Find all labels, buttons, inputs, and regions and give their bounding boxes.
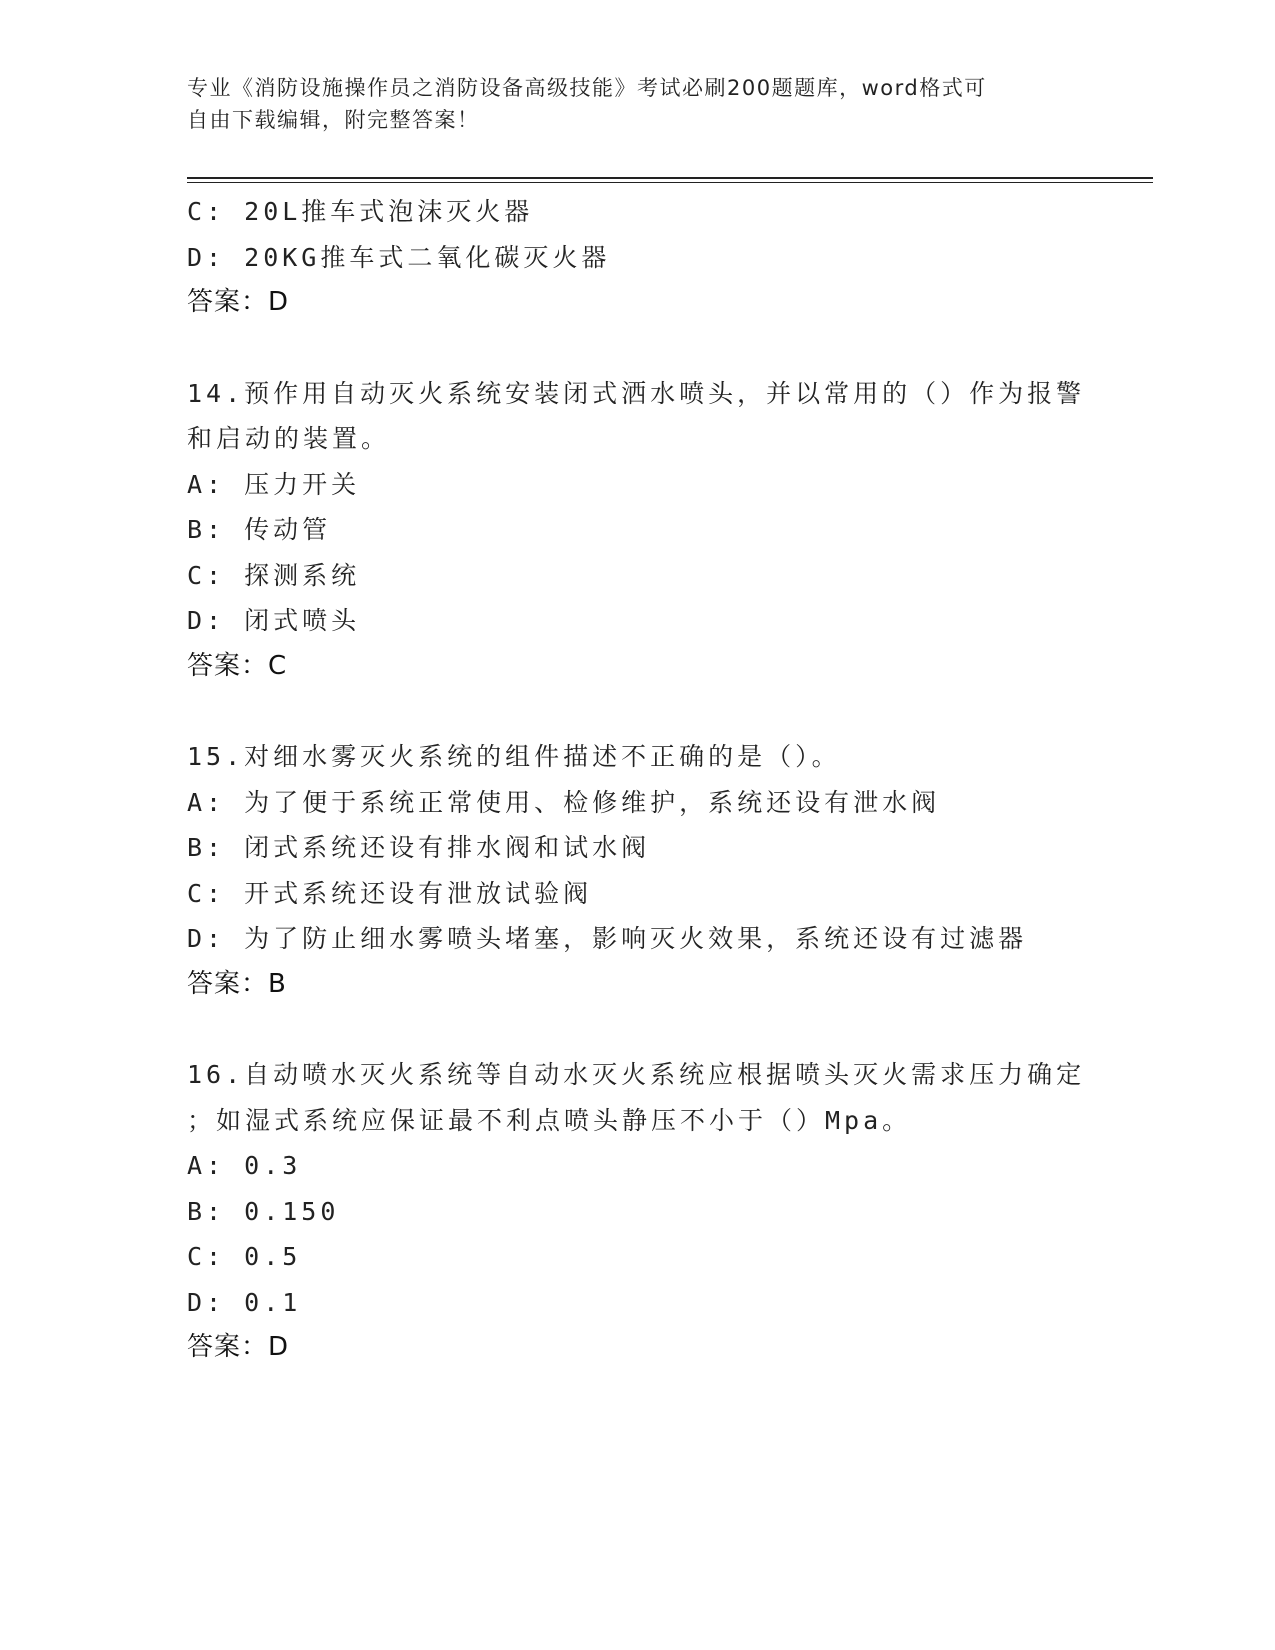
q16-option-d: D: 0.1: [187, 1287, 302, 1317]
q15-answer: 答案：B: [187, 968, 287, 999]
q15-option-b: B: 闭式系统还设有排水阀和试水阀: [187, 833, 651, 862]
q14-option-c: C: 探测系统: [187, 560, 361, 590]
question-14: [187, 371, 1087, 690]
question-spacer: [187, 689, 1087, 734]
q15-option-d: D: 为了防止细水雾喷头堵塞，影响灭火效果，系统还设有过滤器: [187, 924, 1028, 953]
question-spacer: [187, 326, 1087, 371]
header-line-1: 专业《消防设施操作员之消防设备高级技能》考试必刷200题题库，word格式可: [187, 76, 987, 100]
q15-option-a: A: 为了便于系统正常使用、检修维护，系统还设有泄水阀: [187, 787, 941, 817]
q15-stem-line-1: 15.对细水雾灭火系统的组件描述不正确的是（）。: [187, 742, 841, 771]
header-line-2: 自由下载编辑，附完整答案！: [187, 108, 480, 132]
q14-option-b: B: 传动管: [187, 515, 332, 544]
q13-option-c: C: 20L推车式泡沫灭火器: [187, 197, 534, 226]
question-15: [187, 734, 1087, 1007]
question-spacer: [187, 1007, 1087, 1052]
q14-option-a: A: 压力开关: [187, 469, 361, 499]
header-rule-thin: [187, 182, 1153, 183]
q14-stem-line-1: 14.预作用自动灭火系统安装闭式洒水喷头，并以常用的（）作为报警: [187, 378, 1086, 408]
q14-stem-line-2: 和启动的装置。: [187, 424, 391, 453]
q14-option-d: D: 闭式喷头: [187, 606, 361, 635]
question-13: [187, 189, 1087, 326]
q16-option-b: B: 0.150: [187, 1196, 340, 1226]
q16-option-c: C: 0.5: [187, 1242, 302, 1271]
question-body: [187, 189, 1087, 1371]
q16-stem-line-1: 16.自动喷水灭火系统等自动水灭火系统应根据喷头灭火需求压力确定: [187, 1060, 1086, 1089]
q13-answer: 答案：D: [187, 287, 290, 317]
q14-answer: 答案：C: [187, 650, 288, 681]
q15-option-c: C: 开式系统还设有泄放试验阀: [187, 878, 593, 908]
q16-option-a: A: 0.3: [187, 1151, 302, 1180]
page-header: [187, 72, 1067, 136]
q16-stem-line-2: ；如湿式系统应保证最不利点喷头静压不小于（）Mpa。: [187, 1105, 912, 1135]
q16-answer: 答案：D: [187, 1332, 290, 1362]
q13-option-d: D: 20KG推车式二氧化碳灭火器: [187, 242, 611, 272]
question-16: [187, 1052, 1087, 1371]
header-rule-thick: [187, 177, 1153, 179]
